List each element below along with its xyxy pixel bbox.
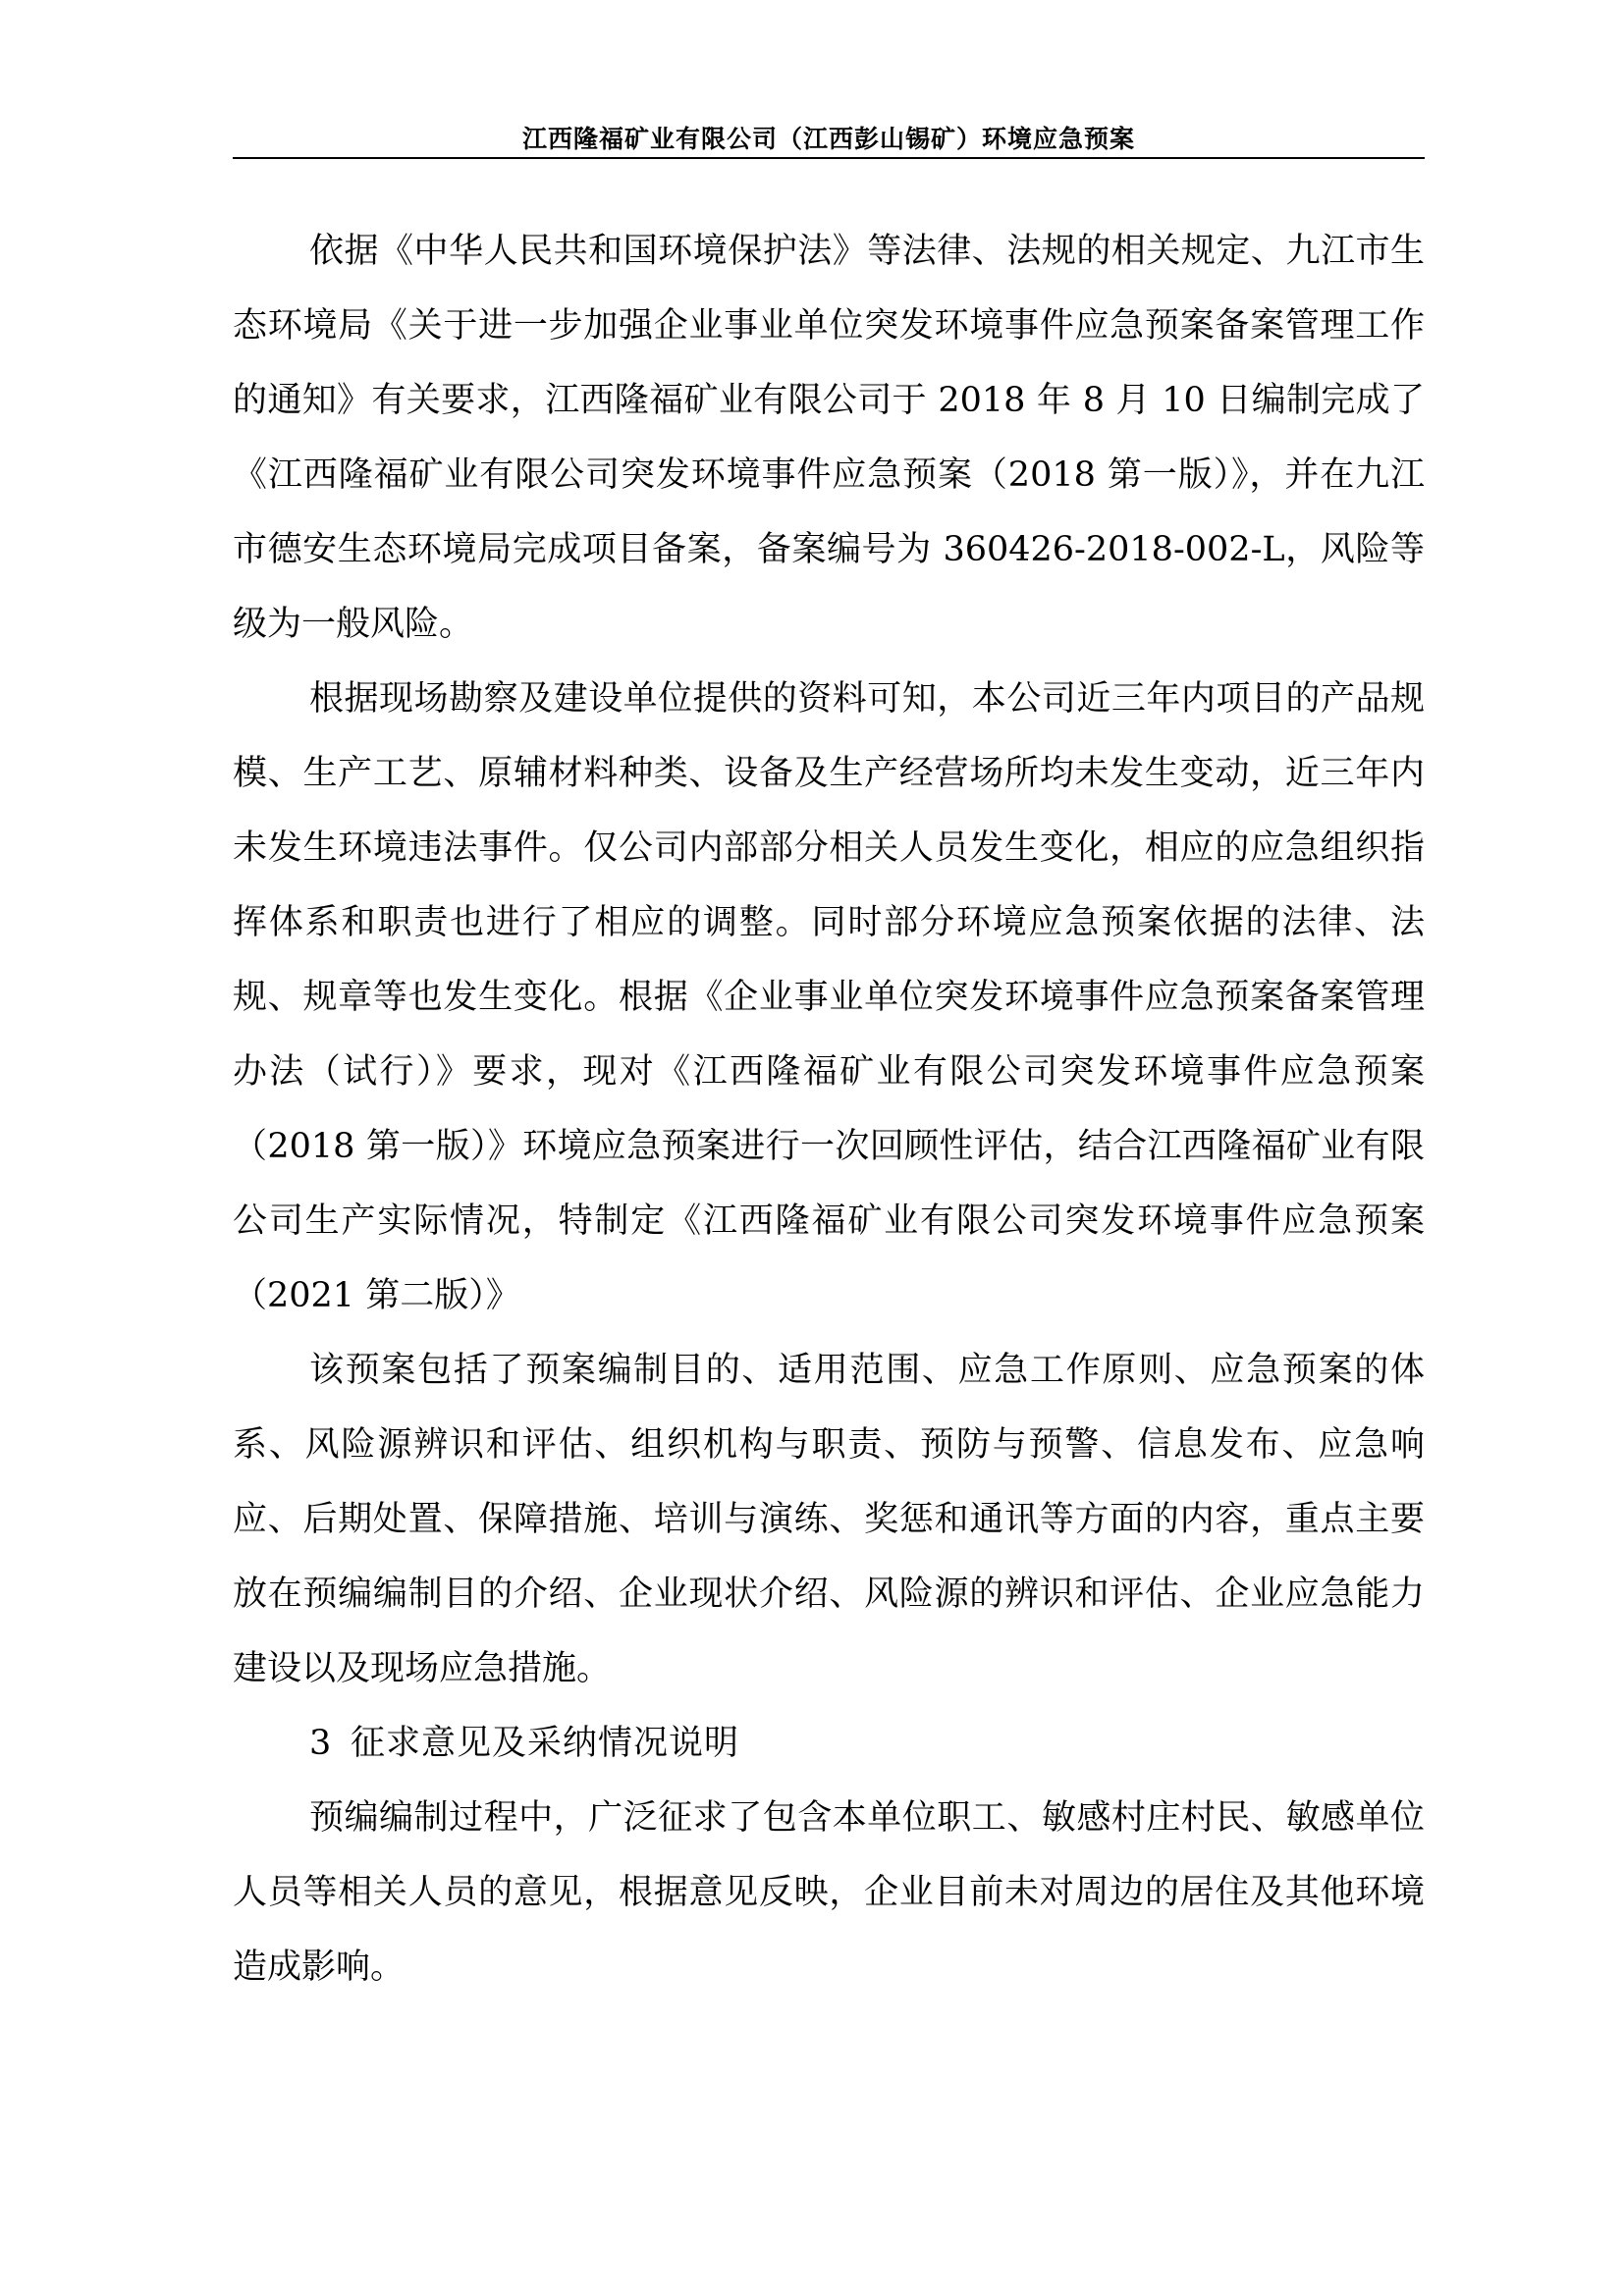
paragraph-contents: 该预案包括了预案编制目的、适用范围、应急工作原则、应急预案的体系、风险源辨识和评估、组织机构与职责、预防与预警、信息发布、应急响应、后期处置、保障措施、培训与演练、奖惩和通讯等方面的内容，重点主要放在预编编制目的介绍、企业现状介绍、风险源的辨识和评估、企业应急能力建设以及现场应急措施。 <box>233 1351 1425 1688</box>
document-body <box>233 214 1425 2004</box>
section-title: 征求意见及采纳情况说明 <box>351 1724 740 1763</box>
header-title: 江西隆福矿业有限公司（江西彭山锡矿）环境应急预案 <box>521 125 1135 153</box>
paragraph-review: 根据现场勘察及建设单位提供的资料可知，本公司近三年内项目的产品规模、生产工艺、原辅材料种类、设备及生产经营场所均未发生变动，近三年内未发生环境违法事件。仅公司内部部分相关人员发生变化，相应的应急组织指挥体系和职责也进行了相应的调整。同时部分环境应急预案依据的法律、法规、规章等也发生变化。根据《企业事业单位突发环境事件应急预案备案管理办法（试行）》要求，现对《江西隆福矿业有限公司突发环境事件应急预案（2018 第一版）》环境应急预案进行一次回顾性评估，结合江西隆福矿业有限公司生产实际情况，特制定《江西隆福矿业有限公司突发环境事件应急预案（2021 第二版）》 <box>233 679 1425 1315</box>
paragraph-consultation: 预编编制过程中，广泛征求了包含本单位职工、敏感村庄村民、敏感单位人员等相关人员的意见，根据意见反映，企业目前未对周边的居住及其他环境造成影响。 <box>233 1798 1425 1987</box>
paragraph-basis: 依据《中华人民共和国环境保护法》等法律、法规的相关规定、九江市生态环境局《关于进一步加强企业事业单位突发环境事件应急预案备案管理工作的通知》有关要求，江西隆福矿业有限公司于 2018 年 8 月 10 日编制完成了《江西隆福矿业有限公司突发环境事件应急预案（2018 第一版）》，并在九江市德安生态环境局完成项目备案，备案编号为 360426-2018-002-L，风险等级为一般风险。 <box>233 232 1425 644</box>
section-heading <box>233 1706 1425 1781</box>
page-header <box>233 106 1425 159</box>
section-number: 3 <box>309 1724 333 1763</box>
